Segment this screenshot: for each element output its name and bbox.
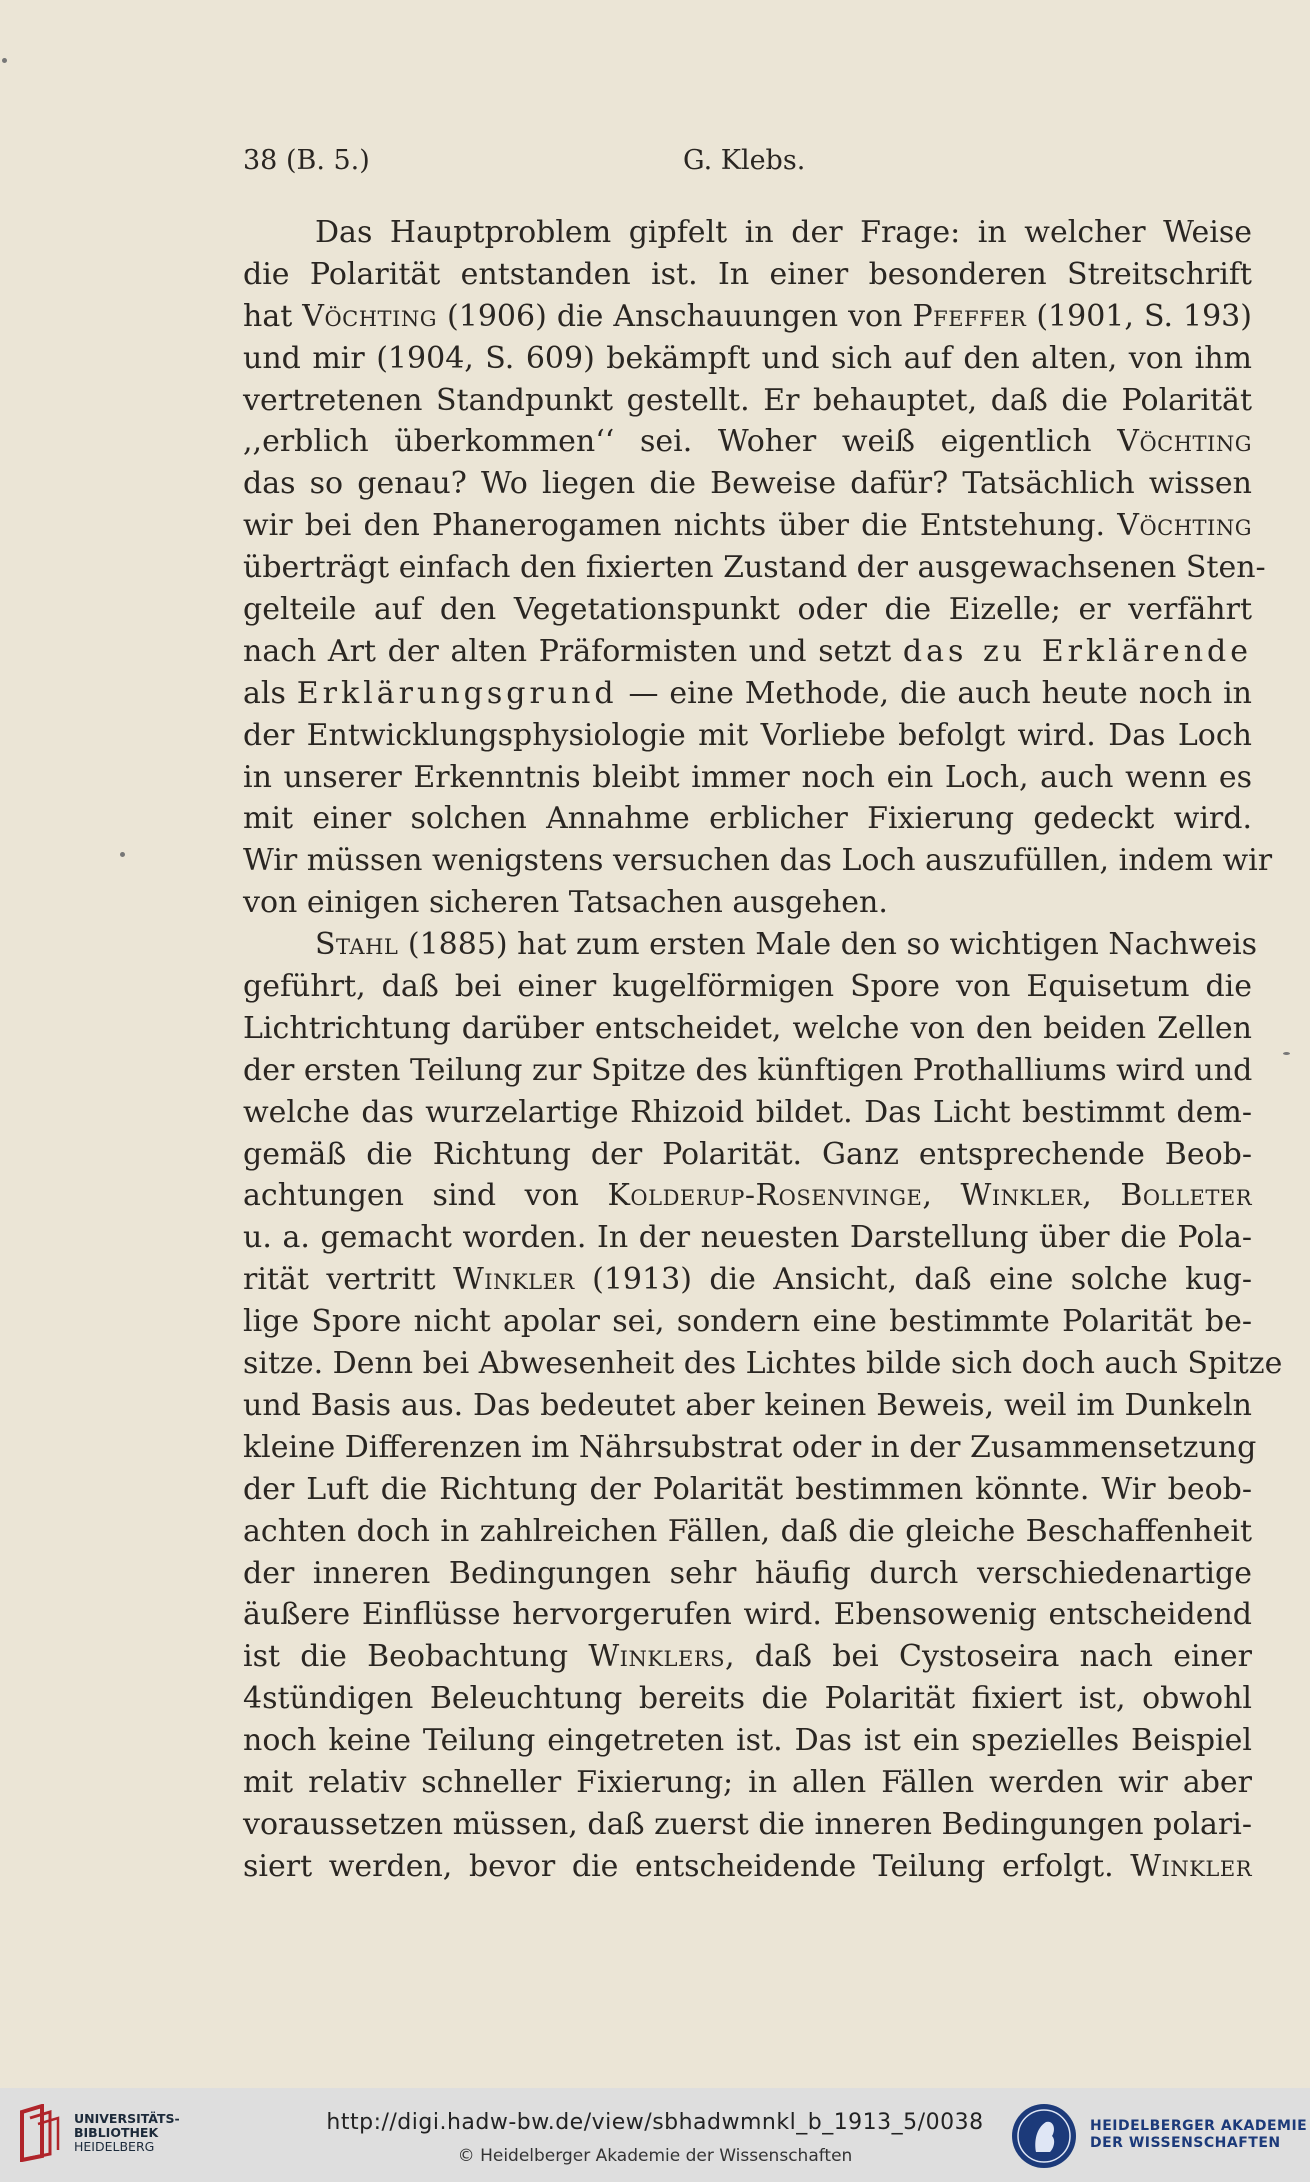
author-citation: Winklers: [588, 1639, 726, 1675]
text-run: sitze. Denn bei Abwesenheit des Lichtes bilde sich doch auch Spitze: [243, 1346, 1283, 1382]
author-name: G. Klebs.: [683, 145, 806, 176]
text-line: [243, 547, 1266, 589]
text-line: [243, 589, 1252, 631]
text-run: welche das wurzelartige Rhizoid bildet. Das Licht bestimmt dem-: [243, 1094, 1252, 1130]
text-run: in unserer Erkenntnis bleibt immer noch ein Loch, auch wenn es: [243, 759, 1252, 795]
author-citation: Winkler: [1130, 1848, 1252, 1884]
author-citation: Vöchting: [1117, 424, 1252, 460]
text-run: die Polarität entstanden ist. In einer besonderen Streitschrift: [243, 256, 1252, 292]
text-run: rität vertritt: [243, 1262, 453, 1298]
text-line: [243, 1217, 1252, 1259]
text-line: [243, 338, 1252, 380]
text-line: [243, 882, 1252, 924]
text-run: noch keine Teilung eingetreten ist. Das ist ein spezielles Beispiel: [243, 1723, 1252, 1759]
author-citation: Winkler: [960, 1178, 1083, 1214]
scan-speck: [1283, 1052, 1290, 1055]
text-run: ,: [1082, 1178, 1121, 1214]
text-line: [243, 715, 1252, 757]
text-run: (1913) die Ansicht, daß eine solche kug-: [574, 1262, 1253, 1298]
text-run: lige Spore nicht apolar sei, sondern eine bestimmte Polarität be-: [243, 1304, 1252, 1340]
text-line: [243, 1846, 1252, 1888]
author-citation: Vöchting: [302, 298, 438, 334]
text-run: ist die Beobachtung: [243, 1639, 589, 1675]
text-line: [243, 1636, 1252, 1678]
text-line: [243, 1804, 1252, 1846]
text-line: [243, 296, 1252, 338]
text-run: der inneren Bedingungen sehr häufig durch verschiedenartige: [243, 1555, 1252, 1591]
text-run: (1906) die Anschauungen von: [437, 298, 913, 334]
text-run: , daß bei Cystoseira nach einer: [725, 1639, 1252, 1675]
text-run: Wir müssen wenigstens versuchen das Loch auszufüllen, indem wir: [243, 843, 1273, 879]
text-line: [243, 421, 1252, 463]
text-run: gemäß die Richtung der Polarität. Ganz entsprechende Beob-: [243, 1136, 1252, 1172]
emphasized-text: das zu Erklärende: [902, 633, 1252, 669]
page-number: 38 (B. 5.): [243, 145, 370, 176]
text-line: [243, 1553, 1252, 1595]
text-line: [243, 631, 1252, 673]
academy-seal-icon: [1010, 2102, 1078, 2170]
text-run: von einigen sicheren Tatsachen ausgehen.: [243, 885, 888, 921]
text-run: gelteile auf den Vegetationspunkt oder die Eizelle; er verfährt: [243, 592, 1252, 628]
text-line: [243, 1720, 1252, 1762]
text-run: mit relativ schneller Fixierung; in allen Fällen werden wir aber: [243, 1764, 1252, 1800]
text-line: [243, 798, 1252, 840]
text-run: vertretenen Standpunkt gestellt. Er behauptet, daß die Polarität: [243, 382, 1252, 418]
text-run: siert werden, bevor die entscheidende Teilung erfolgt.: [243, 1848, 1131, 1884]
university-library-name: UNIVERSITÄTS- BIBLIOTHEK HEIDELBERG: [74, 2111, 180, 2154]
text-line: [243, 924, 1258, 966]
text-run: (1901, S. 193): [1026, 298, 1252, 334]
text-line: [243, 1259, 1252, 1301]
text-line: [243, 1678, 1252, 1720]
text-line: [243, 673, 1252, 715]
author-citation: Pfeffer: [912, 298, 1027, 334]
text-line: [243, 1469, 1252, 1511]
text-run: als: [243, 675, 297, 711]
text-line: [243, 254, 1252, 296]
academy-name: HEIDELBERGER AKADEMIE DER WISSENSCHAFTEN: [1090, 2118, 1308, 2151]
text-run: der ersten Teilung zur Spitze des künftigen Prothalliums wird und: [243, 1052, 1253, 1088]
text-line: [243, 757, 1252, 799]
emphasized-text: Erklärungsgrund: [296, 675, 618, 711]
text-line: [243, 1594, 1252, 1636]
text-run: nach Art der alten Präformisten und setzt: [243, 633, 903, 669]
text-line: [243, 505, 1252, 547]
text-run: achtungen sind von: [243, 1178, 608, 1214]
copyright-notice: © Heidelberger Akademie der Wissenschaften: [457, 2146, 853, 2166]
text-line: [243, 966, 1252, 1008]
running-head: [243, 145, 1253, 185]
text-line: [243, 1762, 1252, 1804]
text-line: [243, 1385, 1252, 1427]
text-line: [243, 1134, 1252, 1176]
text-run: — eine Methode, die auch heute noch in: [617, 675, 1252, 711]
text-line: [243, 212, 1252, 254]
text-run: Lichtrichtung darüber entscheidet, welche von den beiden Zellen: [243, 1010, 1252, 1046]
text-run: kleine Differenzen im Nährsubstrat oder in der Zusammensetzung: [243, 1429, 1257, 1465]
text-run: und mir (1904, S. 609) bekämpft und sich auf den alten, von ihm: [243, 340, 1252, 376]
author-citation: Vöchting: [1117, 508, 1252, 544]
author-citation: Stahl: [315, 927, 399, 963]
text-run: ,,erblich überkommen‘‘ sei. Woher weiß eigentlich: [243, 424, 1118, 460]
text-run: mit einer solchen Annahme erblicher Fixierung gedeckt wird.: [243, 801, 1252, 837]
body-text: [243, 212, 1283, 1888]
text-line: [243, 1511, 1252, 1553]
text-run: ,: [922, 1178, 961, 1214]
text-run: 4stündigen Beleuchtung bereits die Polarität fixiert ist, obwohl: [243, 1681, 1252, 1717]
text-line: [243, 1427, 1257, 1469]
text-line: [243, 840, 1273, 882]
scan-speck: [2, 58, 7, 63]
author-citation: Winkler: [452, 1262, 575, 1298]
text-run: Das Hauptproblem gipfelt in der Frage: in welcher Weise: [315, 215, 1252, 250]
author-citation: Bolleter: [1120, 1178, 1253, 1214]
text-run: geführt, daß bei einer kugelförmigen Spore von Equisetum die: [243, 969, 1252, 1005]
text-line: [243, 463, 1252, 505]
text-line: [243, 380, 1252, 422]
text-line: [243, 1050, 1252, 1092]
text-run: und Basis aus. Das bedeutet aber keinen Beweis, weil im Dunkeln: [243, 1387, 1252, 1423]
text-run: äußere Einflüsse hervorgerufen wird. Ebensowenig entscheidend: [243, 1597, 1252, 1633]
text-run: u. a. gemacht worden. In der neuesten Darstellung über die Pola-: [243, 1220, 1252, 1256]
text-run: achten doch in zahlreichen Fällen, daß die gleiche Beschaffenheit: [243, 1513, 1252, 1549]
text-line: [243, 1092, 1252, 1134]
text-run: wir bei den Phanerogamen nichts über die Entstehung.: [243, 508, 1118, 544]
text-line: [243, 1301, 1252, 1343]
text-run: voraussetzen müssen, daß zuerst die inneren Bedingungen polari-: [243, 1806, 1252, 1842]
text-line: [243, 1008, 1252, 1050]
text-line: [243, 1343, 1283, 1385]
viewer-footer: [0, 2088, 1310, 2182]
text-run: (1885) hat zum ersten Male den so wichtigen Nachweis: [398, 927, 1258, 963]
text-run: der Entwicklungsphysiologie mit Vorliebe befolgt wird. Das Loch: [243, 717, 1252, 753]
permalink-url[interactable]: http://digi.hadw-bw.de/view/sbhadwmnkl_b_1913_5/0038: [326, 2110, 984, 2135]
text-run: hat: [243, 298, 303, 334]
author-citation: Kolderup-Rosenvinge: [607, 1178, 923, 1214]
text-line: [243, 1175, 1252, 1217]
text-run: überträgt einfach den fixierten Zustand der ausgewachsenen Sten-: [243, 550, 1266, 586]
scan-speck: [120, 852, 125, 857]
text-run: das so genau? Wo liegen die Beweise dafür? Tatsächlich wissen: [243, 466, 1252, 502]
text-run: der Luft die Richtung der Polarität bestimmen könnte. Wir beob-: [243, 1471, 1252, 1507]
